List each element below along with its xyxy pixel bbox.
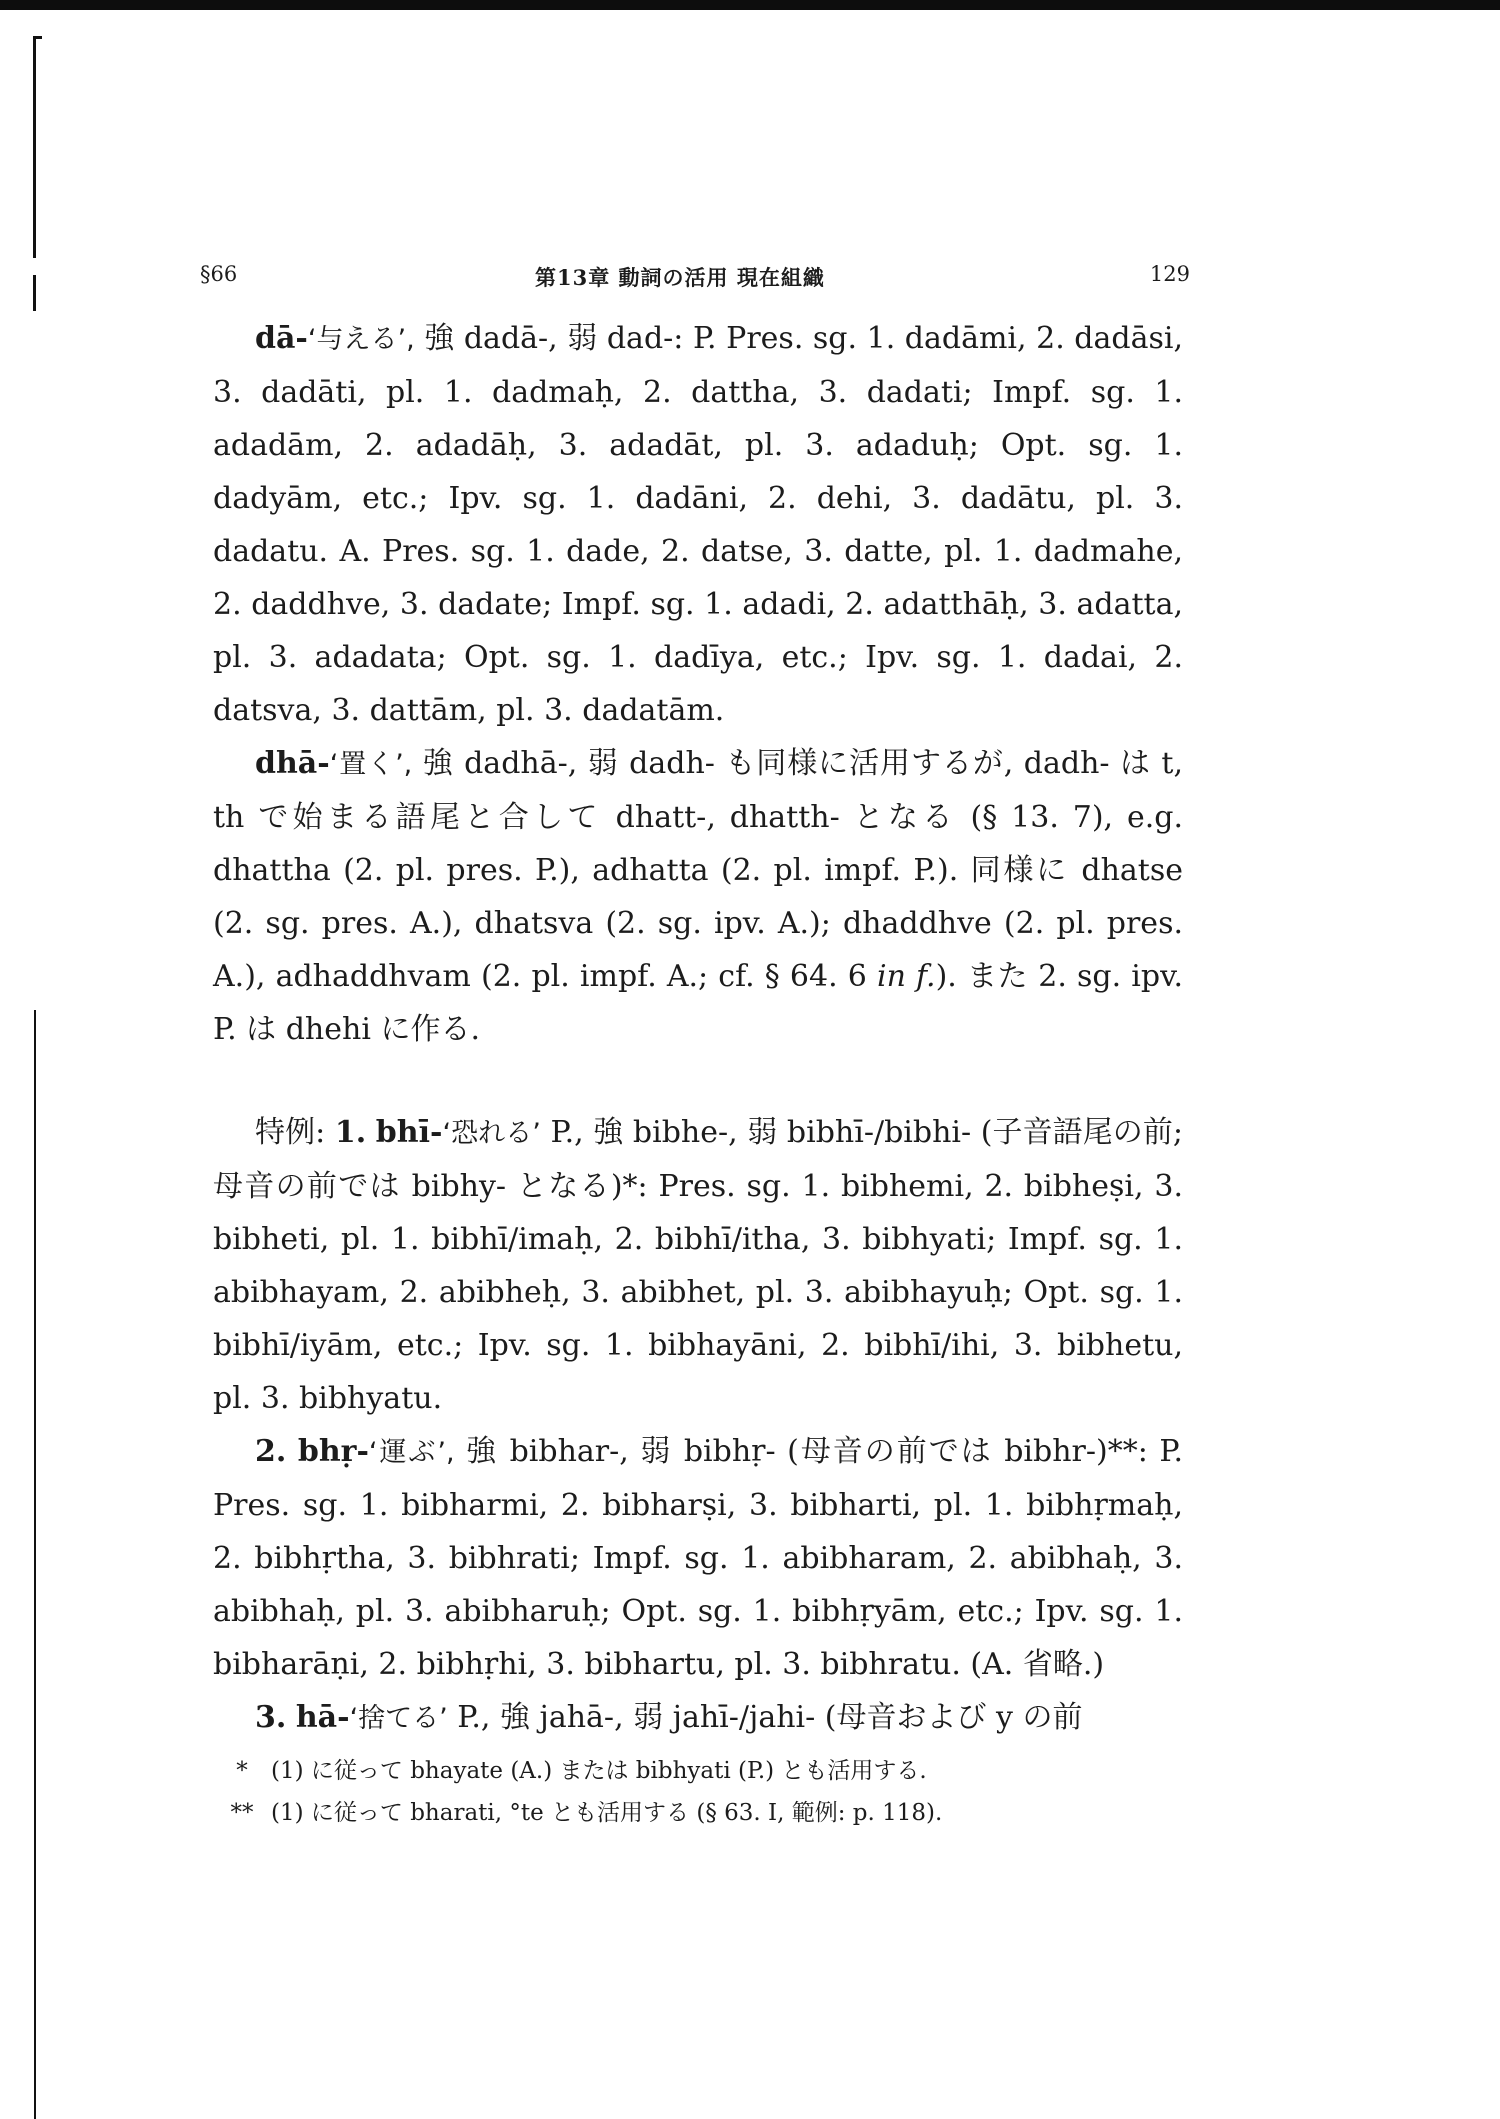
entry-text: 強 bibhar-, 弱 bibhṛ- (母音の前では bibhr-)**: P. Pres. sg. 1. bibharmi, 2. bibharṣi, 3. bibharti, pl. 1. bibhṛmaḥ, 2. bibhṛtha, 3. bibhrati; Impf. sg. 1. abibharam, 2. abibhaḥ, 3. abibhaḥ, pl. 3. abibharuḥ; Opt. sg. 1. bibhṛyām, etc.; Ipv. sg. 1. bibharāṇi, 2. bibhṛhi, 3. bibhartu, pl. 3. bibhratu. (A. 省略.) <box>213 1434 1183 1682</box>
headword: dhā- <box>255 746 330 781</box>
item-number: 2. <box>255 1434 287 1469</box>
gloss: ‘運ぶ’, <box>368 1437 455 1468</box>
footnote-mark: ** <box>230 1800 254 1826</box>
item-number: 3. <box>255 1700 287 1735</box>
entry-text: 強 dadā-, 弱 dad-: P. Pres. sg. 1. dadāmi, 2. dadāsi, 3. dadāti, pl. 1. dadmaḥ, 2. dattha, 3. dadati; Impf. sg. 1. adadām, 2. adadāḥ, 3. adadāt, pl. 3. adaduḥ; Opt. sg. 1. dadyām, etc.; Ipv. sg. 1. dadāni, 2. dehi, 3. dadātu, pl. 3. dadatu. A. Pres. sg. 1. dade, 2. datse, 3. datte, pl. 1. dadmahe, 2. daddhve, 3. dadate; Impf. sg. 1. adadi, 2. adatthāḥ, 3. adatta, pl. 3. adadata; Opt. sg. 1. dadīya, etc.; Ipv. sg. 1. dadai, 2. datsva, 3. dattām, pl. 3. dadatām. <box>213 321 1183 728</box>
item-number: 1. <box>334 1115 367 1150</box>
gloss: ‘捨てる’ <box>349 1703 448 1734</box>
scan-left-edge <box>33 36 36 258</box>
gloss: ‘与える’, <box>307 324 415 355</box>
headword: bhī- <box>375 1115 443 1150</box>
headword: hā- <box>295 1700 350 1735</box>
entry-text: P., 強 jahā-, 弱 jahī-/jahi- (母音および y の前 <box>447 1700 1083 1735</box>
footnote-text: (1) に従って bhayate (A.) または bibhyati (P.) とも活用する. <box>271 1758 927 1784</box>
special-case-1 <box>213 1106 1183 1425</box>
special-label: 特例: <box>255 1115 326 1150</box>
footnotes <box>213 1750 1183 1834</box>
gloss: ‘恐れる’ <box>442 1118 541 1149</box>
scan-top-edge <box>0 0 1500 10</box>
entry-text: P., 強 bibhe-, 弱 bibhī-/bibhi- (子音語尾の前; 母音の前では bibhy- となる)*: Pres. sg. 1. bibhemi, 2. bibheṣi, 3. bibheti, pl. 1. bibhī/imaḥ, 2. bibhī/itha, 3. bibhyati; Impf. sg. 1. abibhayam, 2. abibheḥ, 3. abibhet, pl. 3. abibhayuḥ; Opt. sg. 1. bibhī/iyām, etc.; Ipv. sg. 1. bibhayāni, 2. bibhī/ihi, 3. bibhetu, pl. 3. bibhyatu. <box>213 1115 1183 1416</box>
chapter-title: 第13章 動詞の活用 現在組織 <box>535 265 825 290</box>
special-case-2 <box>213 1425 1183 1691</box>
entry-text: 強 dadhā-, 弱 dadh- も同様に活用するが, dadh- は t, th で始まる語尾と合して dhatt-, dhatth- となる (§ 13. 7), e.g. dhattha (2. pl. pres. P.), adhatta (2. pl. impf. P.). 同様に dhatse (2. sg. pres. A.), dhatsva (2. sg. ipv. A.); dhaddhve (2. pl. pres. A.), adhaddhvam (2. pl. impf. A.; cf. § 64. 6 <box>213 746 1183 994</box>
footnote <box>213 1792 1183 1834</box>
page-body <box>213 312 1183 1745</box>
special-case-3 <box>213 1691 1183 1745</box>
footnote-mark: * <box>236 1758 248 1784</box>
entry-dha <box>213 737 1183 1056</box>
headword: dā- <box>255 321 308 356</box>
scan-left-edge-tick <box>33 36 42 39</box>
running-header <box>200 262 1190 292</box>
italic-abbrev: in f. <box>876 959 936 994</box>
entry-da <box>213 312 1183 737</box>
scan-left-edge <box>33 275 36 311</box>
footnote-text: (1) に従って bharati, °te とも活用する (§ 63. I, 範例: p. 118). <box>271 1800 943 1826</box>
entry-text-end: ). また 2. sg. ipv. P. は dhehi に作る. <box>213 959 1183 1047</box>
page-number: 129 <box>1149 262 1190 286</box>
footnote <box>213 1750 1183 1792</box>
scan-left-edge <box>34 1010 36 2119</box>
headword: bhṛ- <box>297 1434 369 1469</box>
gloss: ‘置く’, <box>329 749 413 780</box>
section-number: §66 <box>200 262 238 286</box>
